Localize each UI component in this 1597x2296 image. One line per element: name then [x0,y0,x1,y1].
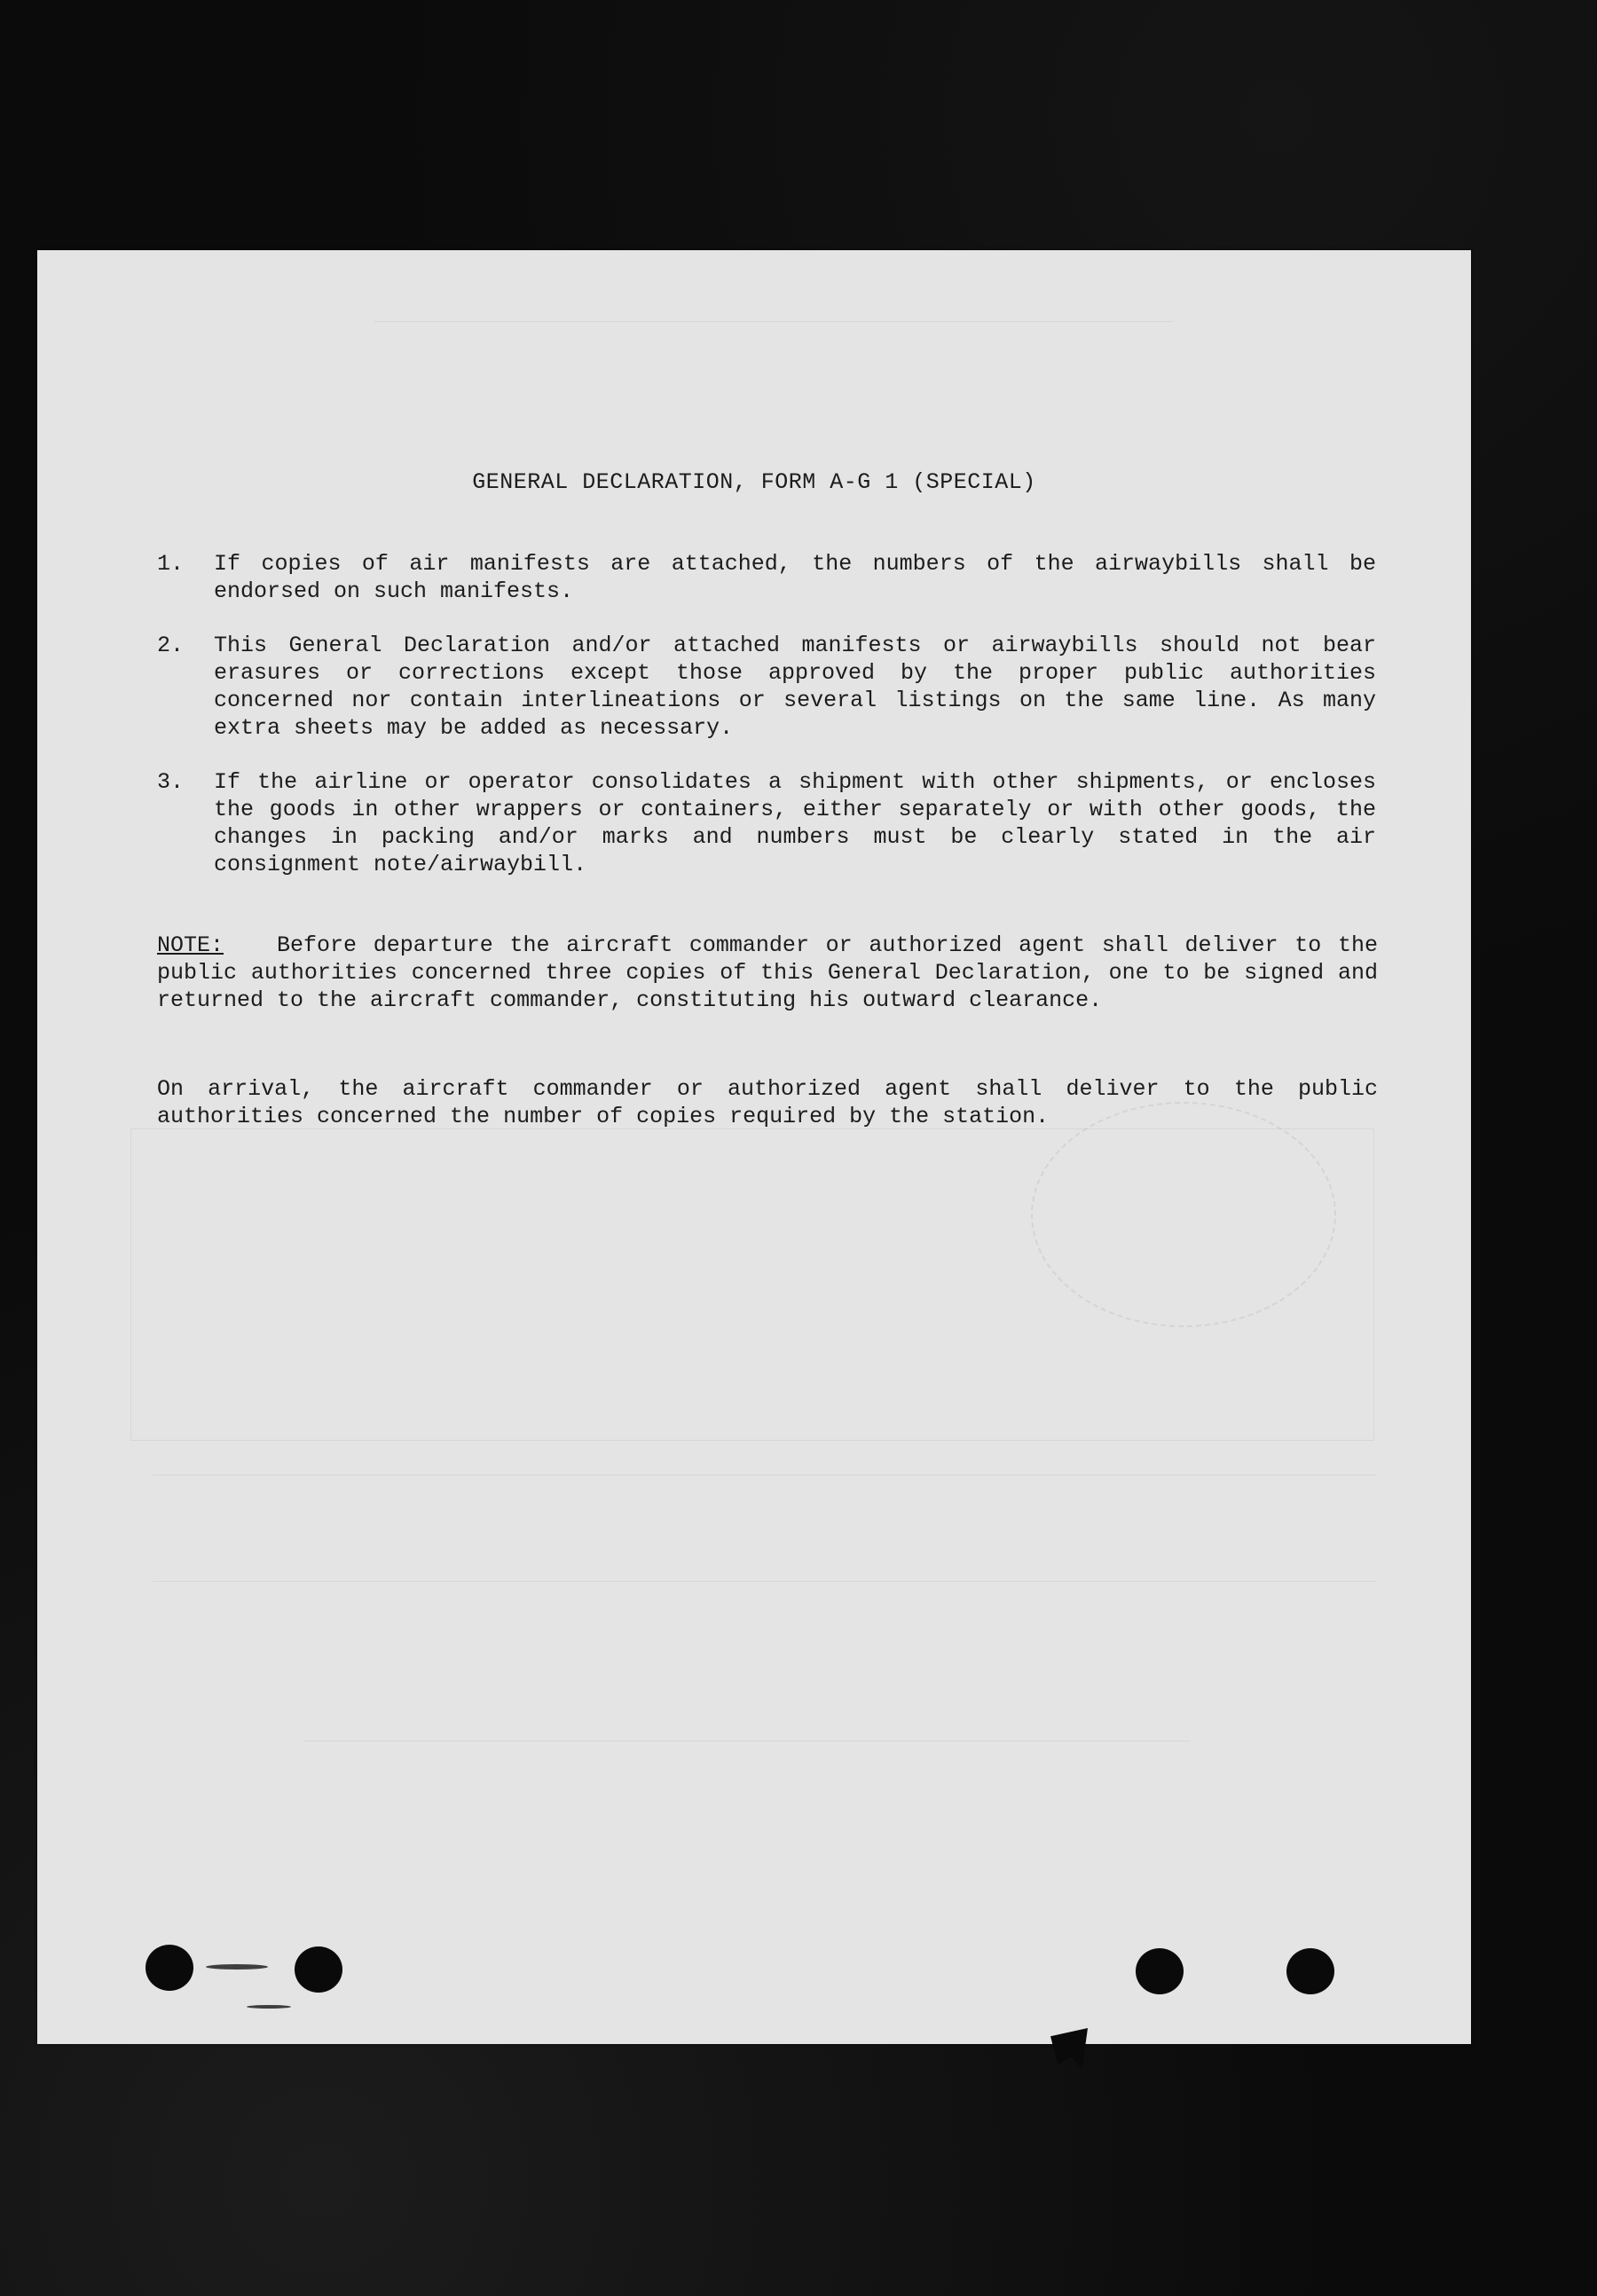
document-title: GENERAL DECLARATION, FORM A-G 1 (SPECIAL) [472,469,1036,495]
item-text: If the airline or operator consolidates a shipment with other shipments, or encloses the goods in other wrappers or containers, either separately or with other goods, the changes in packing and/or marks and numbers must be clearly stated in the air consignment note/airwaybill. [214,769,1376,877]
punch-hole [146,1945,193,1991]
document-sheet [37,250,1471,2044]
document-content [37,250,1471,2044]
arrival-paragraph: On arrival, the aircraft commander or authorized agent shall deliver to the public authorities concerned the number of copies required by the station. [157,1076,1378,1129]
note-text: Before departure the aircraft commander or authorized agent shall deliver to the public authorities concerned three copies of this General Declaration, one to be signed and returned to the aircraft commander, constituting his outward clearance. [157,932,1378,1013]
ink-smudge [247,2005,291,2009]
item-number: 2. [157,633,185,658]
punch-hole [295,1946,342,1993]
ink-smudge [206,1964,268,1970]
item-number: 1. [157,551,185,577]
note-paragraph [157,932,1378,1014]
item-text: If copies of air manifests are attached, the numbers of the airwaybills shall be endorsed on such manifests. [214,551,1376,604]
item-number: 3. [157,769,185,795]
punch-hole [1136,1948,1184,1994]
punch-hole [1286,1948,1334,1994]
note-label: NOTE: [157,932,224,958]
item-text: This General Declaration and/or attached manifests or airwaybills should not bear erasures or corrections except those approved by the proper public authorities concerned nor contain interlineations or several listings on the same line. As many extra sheets may be added as necessary. [214,633,1376,741]
